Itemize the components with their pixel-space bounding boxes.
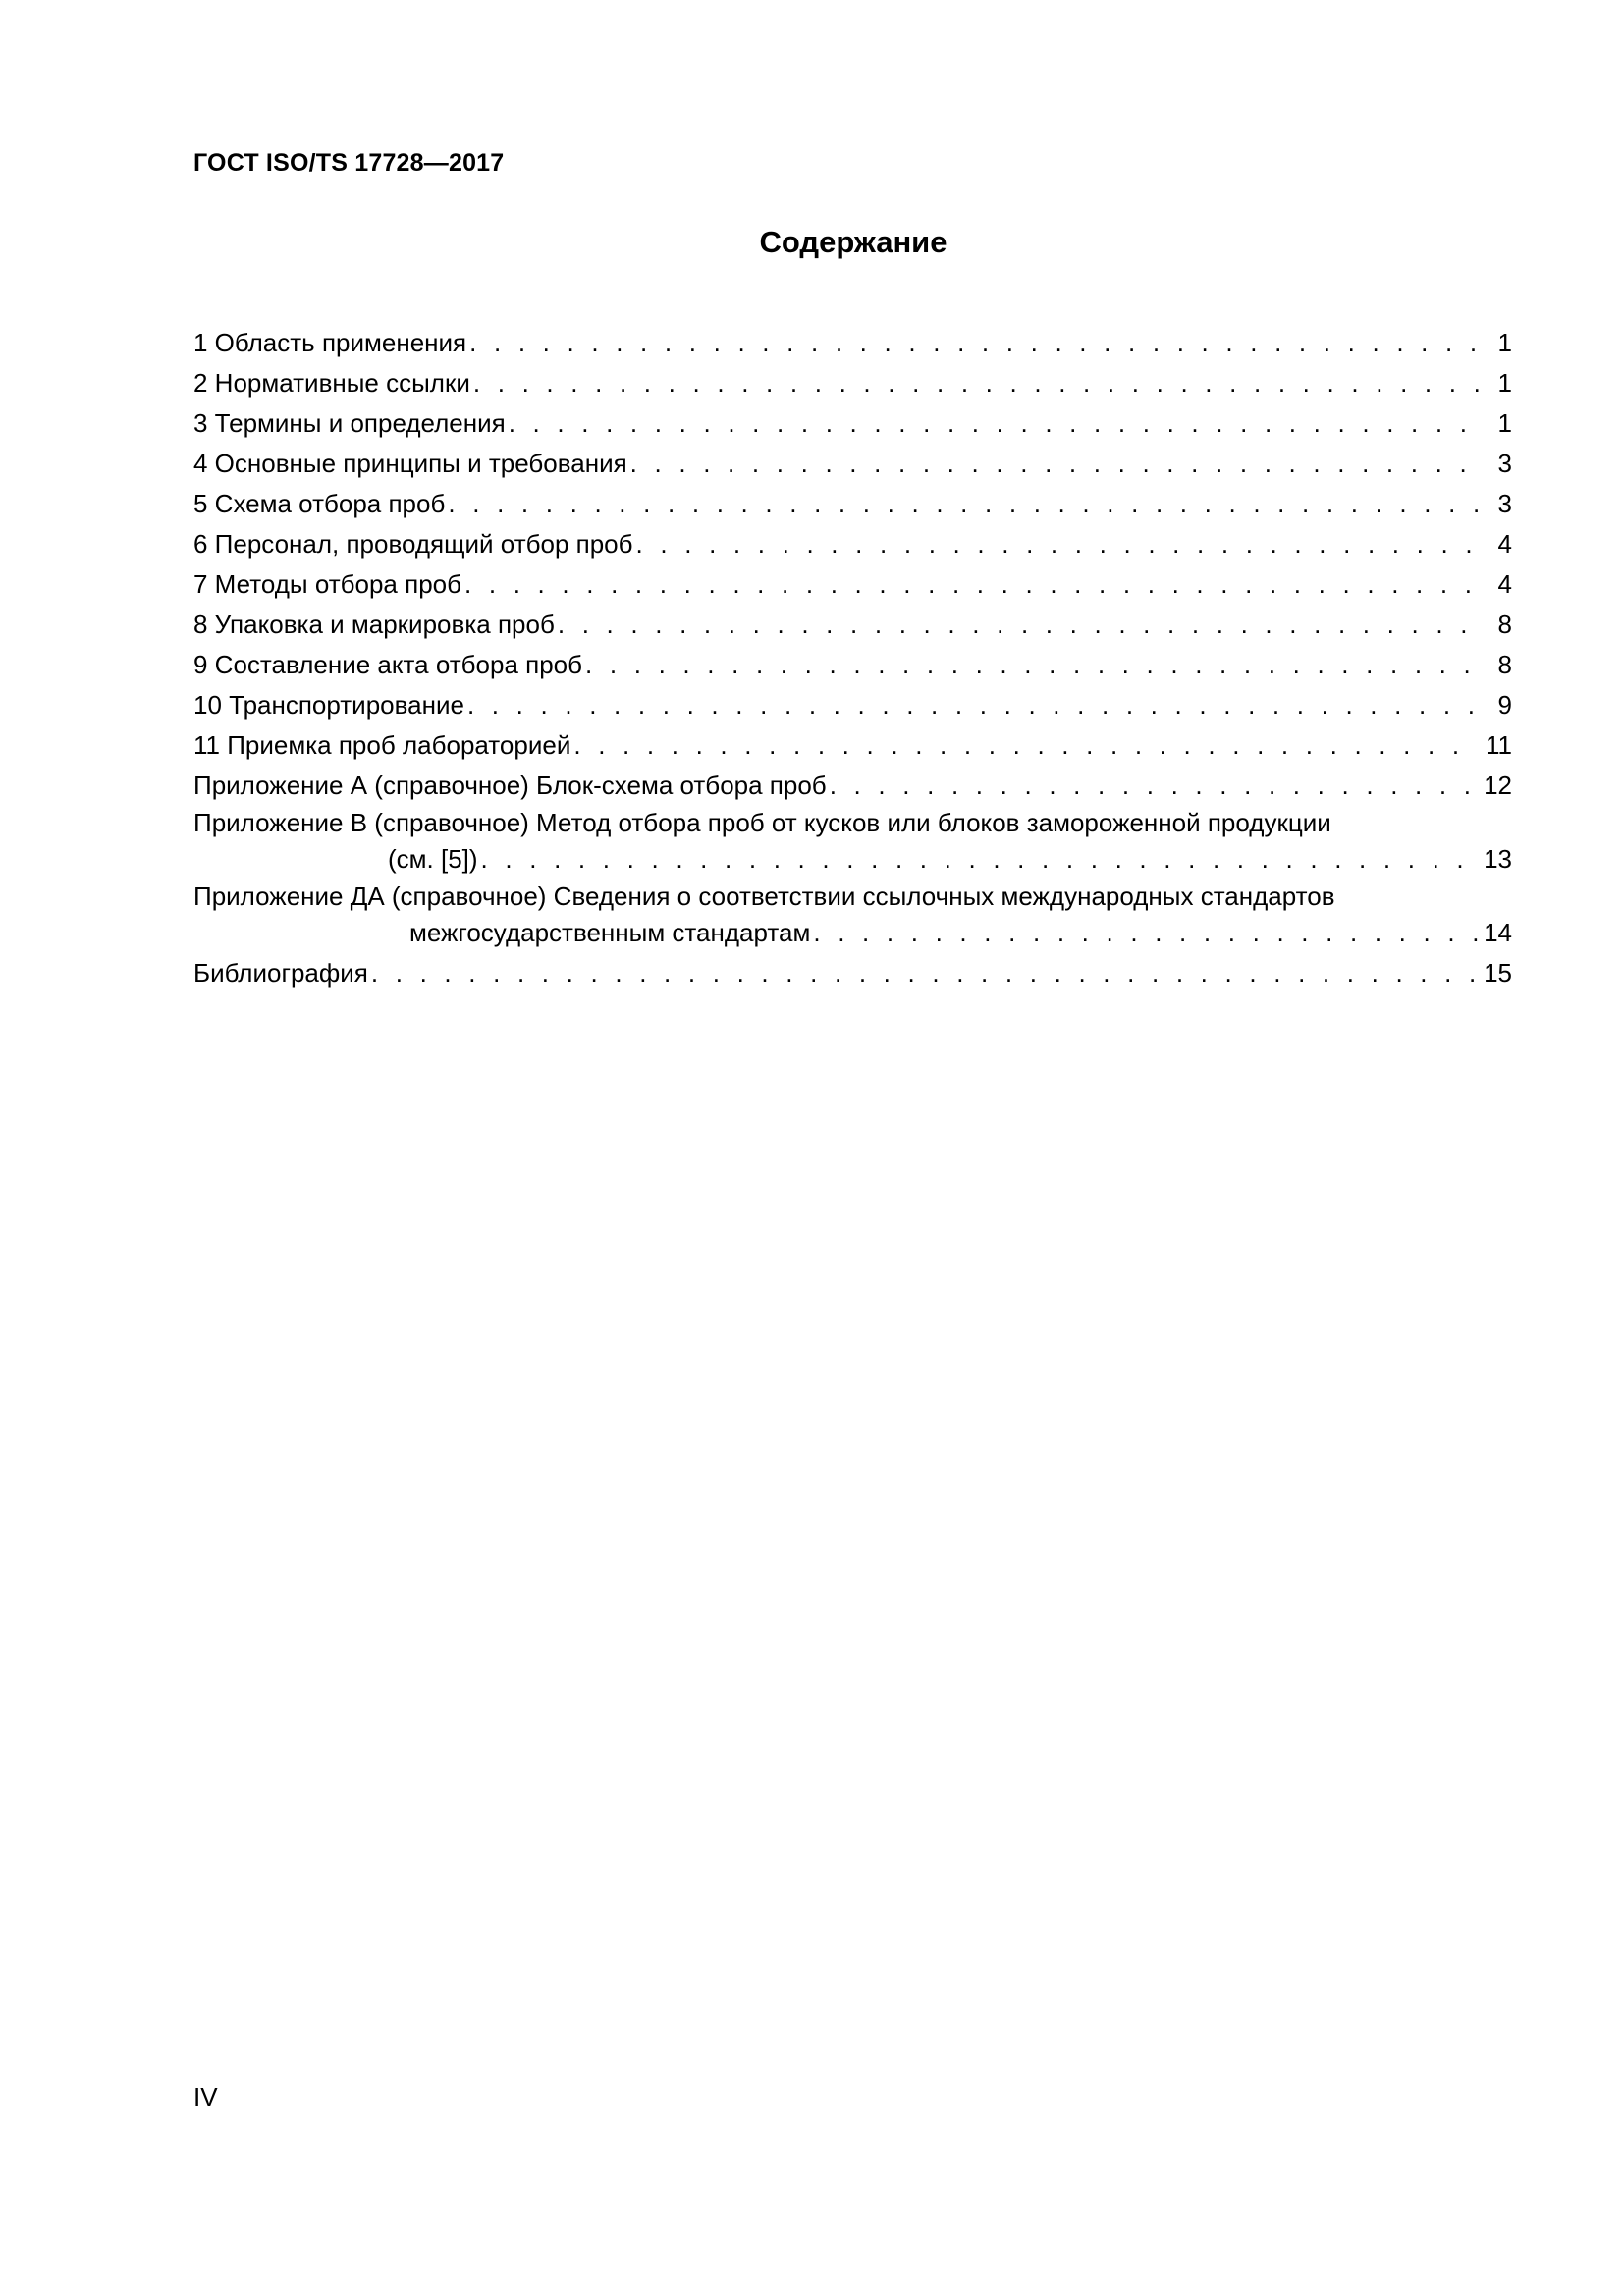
toc-entry-bibliography[interactable] xyxy=(193,953,1512,993)
toc-entry-appendix-b[interactable] xyxy=(193,806,1512,880)
toc-entry-label: 2 Нормативные ссылки xyxy=(193,368,470,398)
toc-entry-label: 9 Составление акта отбора проб xyxy=(193,650,583,679)
toc-dot-leader xyxy=(630,444,1479,484)
toc-entry[interactable] xyxy=(193,524,1512,564)
toc-entry-page: 9 xyxy=(1497,690,1512,720)
toc-entry[interactable] xyxy=(193,685,1512,725)
toc-entry[interactable] xyxy=(193,323,1512,363)
toc-dot-leader xyxy=(636,524,1479,564)
toc-entry-page: 3 xyxy=(1497,489,1512,518)
toc-entry[interactable] xyxy=(193,564,1512,605)
toc-dot-leader xyxy=(464,564,1479,605)
toc-dot-leader xyxy=(448,484,1479,524)
toc-entry-label: 3 Термины и определения xyxy=(193,408,506,438)
toc-dot-leader xyxy=(481,839,1479,880)
toc-entry-label: 11 Приемка проб лабораторией xyxy=(193,730,571,760)
page-number: IV xyxy=(193,2082,218,2111)
toc-entry-page: 1 xyxy=(1497,408,1512,438)
toc-dot-leader xyxy=(371,953,1479,993)
toc-entry[interactable] xyxy=(193,725,1512,766)
toc-dot-leader xyxy=(509,403,1479,444)
toc-entry[interactable] xyxy=(193,403,1512,444)
toc-dot-leader xyxy=(558,605,1479,645)
toc-entry-page: 8 xyxy=(1497,610,1512,639)
toc-entry-page: 3 xyxy=(1497,449,1512,478)
toc-entry-label: 1 Область применения xyxy=(193,328,467,357)
toc-entry-page: 4 xyxy=(1497,529,1512,559)
toc-dot-leader xyxy=(469,323,1479,363)
toc-dot-leader xyxy=(585,645,1479,685)
toc-title: Содержание xyxy=(759,225,947,259)
toc-entry-page: 4 xyxy=(1497,569,1512,599)
document-standard-code: ГОСТ ISO/TS 17728—2017 xyxy=(193,149,505,177)
toc-entry-label: 5 Схема отбора проб xyxy=(193,489,446,518)
toc-entry-page: 8 xyxy=(1497,650,1512,679)
toc-entry-label: Приложение ДА (справочное) Сведения о соответствии ссылочных международных стандартов xyxy=(193,881,1335,911)
toc-entry-page: 11 xyxy=(1486,730,1512,760)
toc-entry-label: 4 Основные принципы и требования xyxy=(193,449,627,478)
toc-entry-page: 13 xyxy=(1484,844,1512,874)
toc-entry-page: 1 xyxy=(1497,328,1512,357)
toc-entry[interactable] xyxy=(193,363,1512,403)
toc-entry-label-continuation: межгосударственным стандартам xyxy=(409,918,811,947)
toc-dot-leader xyxy=(813,913,1479,953)
toc-entry-label: 7 Методы отбора проб xyxy=(193,569,461,599)
toc-entry-page: 15 xyxy=(1484,958,1512,988)
toc-entry-label: Приложение А (справочное) Блок-схема отбора проб xyxy=(193,771,827,800)
toc-entry-appendix-da[interactable] xyxy=(193,880,1512,953)
toc-entry-label-continuation: (см. [5]) xyxy=(388,844,478,874)
toc-entry[interactable] xyxy=(193,605,1512,645)
toc-entry[interactable] xyxy=(193,766,1512,806)
toc-entry-page: 14 xyxy=(1484,918,1512,947)
toc-entry-label: Библиография xyxy=(193,958,368,988)
toc-entry-label: Приложение В (справочное) Метод отбора проб от кусков или блоков замороженной продукции xyxy=(193,808,1331,837)
toc-entry[interactable] xyxy=(193,645,1512,685)
toc-dot-leader xyxy=(830,766,1479,806)
toc-entry-page: 1 xyxy=(1497,368,1512,398)
toc-entry[interactable] xyxy=(193,444,1512,484)
toc-dot-leader xyxy=(467,685,1479,725)
toc-entry-page: 12 xyxy=(1484,771,1512,800)
table-of-contents xyxy=(193,323,1512,993)
toc-entry-label: 8 Упаковка и маркировка проб xyxy=(193,610,555,639)
toc-entry[interactable] xyxy=(193,484,1512,524)
toc-entry-label: 6 Персонал, проводящий отбор проб xyxy=(193,529,633,559)
toc-entry-label: 10 Транспортирование xyxy=(193,690,464,720)
toc-dot-leader xyxy=(573,725,1479,766)
toc-dot-leader xyxy=(473,363,1479,403)
